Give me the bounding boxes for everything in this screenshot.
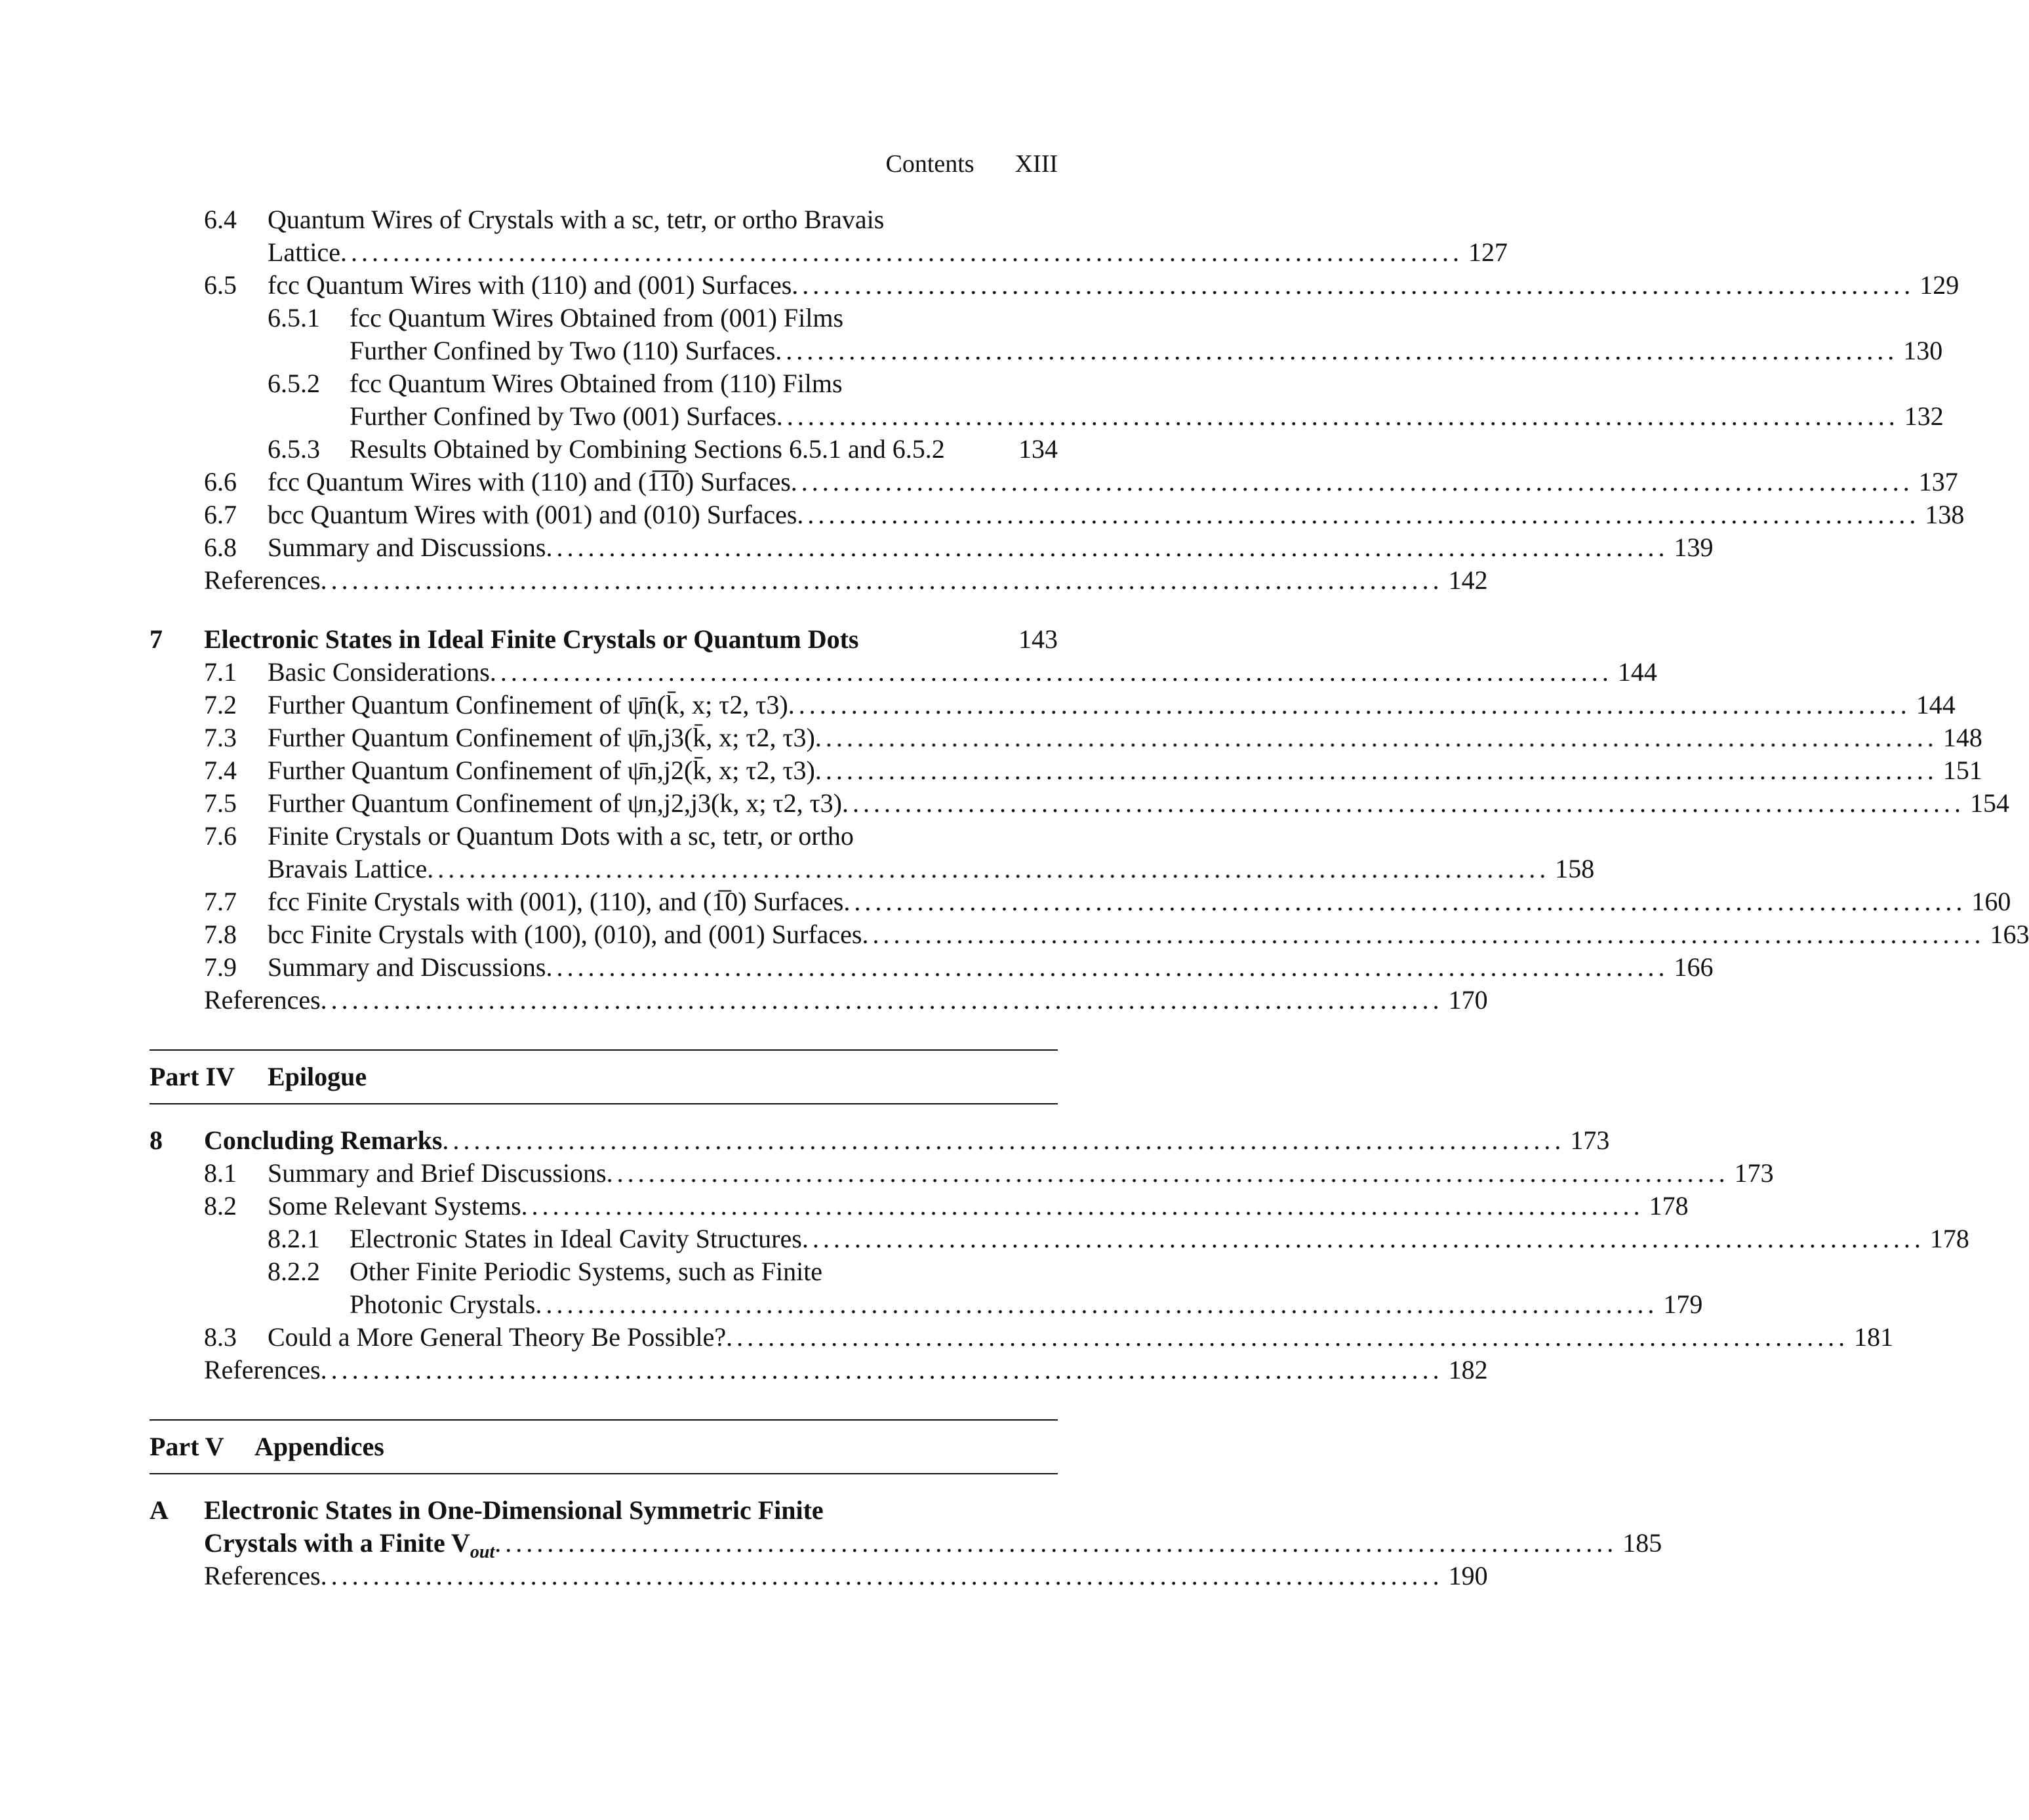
entry-page: 179 xyxy=(1663,1289,1703,1319)
entry-page: 190 xyxy=(1448,1561,1488,1590)
entry-title: fcc Finite Crystals with (001), (110), and (1̅0) Surfaces xyxy=(268,887,844,916)
entry-page: 130 xyxy=(1903,336,1943,365)
entry-page: 134 xyxy=(1018,434,1058,464)
entry-page: 129 xyxy=(1919,270,1959,300)
toc-appendix-a-cont: Crystals with a Finite $V_{out}$ ........................................................................................................... 185 xyxy=(150,1527,1058,1560)
entry-page: 144 xyxy=(1916,690,1956,719)
entry-number: 7.1 xyxy=(204,657,237,687)
toc-appendix-a xyxy=(150,1494,1058,1527)
appendix-title-cont: Crystals with a Finite $V_{out}$ xyxy=(204,1528,495,1562)
entry-number: 7.2 xyxy=(204,690,237,719)
entry-title: Further Quantum Confinement of ψn,j2,j3(k, x; τ2, τ3) xyxy=(268,788,842,818)
table-of-contents xyxy=(150,203,2029,1592)
toc-entry-7-6-cont: Bravais Lattice ........................................................................................................... 158 xyxy=(150,853,1058,885)
entry-title: Further Quantum Confinement of ψ̄n,j3(k̄, x; τ2, τ3) xyxy=(268,723,815,752)
entry-title-cont: Photonic Crystals xyxy=(350,1289,536,1319)
page-number: XIII xyxy=(1014,150,1058,178)
toc-entry-6-8: 6.8 Summary and Discussions ........................................................................................................... 139 xyxy=(150,531,1058,564)
entry-number: 6.7 xyxy=(204,500,237,529)
toc-entry-ch6-references: References ........................................................................................................... 142 xyxy=(150,564,1058,597)
part-iv-heading xyxy=(150,1051,1058,1103)
chapter-title: Concluding Remarks xyxy=(204,1125,443,1155)
entry-title: Summary and Discussions xyxy=(268,533,546,562)
toc-entry-7-9: 7.9 Summary and Discussions ........................................................................................................... 166 xyxy=(150,951,1058,984)
entry-page: 166 xyxy=(1674,952,1714,982)
toc-entry-6-5-2-cont: Further Confined by Two (001) Surfaces ........................................................................................................... 132 xyxy=(150,400,1058,433)
appendix-page: 185 xyxy=(1622,1528,1662,1558)
entry-number: 6.5 xyxy=(204,270,237,300)
appendix-title: Electronic States in One-Dimensional Symmetric Finite xyxy=(204,1495,824,1525)
entry-title: fcc Quantum Wires with (110) and (001) Surfaces xyxy=(268,270,792,300)
entry-page: 148 xyxy=(1942,723,1982,752)
entry-title: Finite Crystals or Quantum Dots with a sc, tetr, or ortho xyxy=(268,821,854,851)
toc-entry-8-2-2 xyxy=(150,1255,1058,1288)
toc-entry-7-3: 7.3 Further Quantum Confinement of ψ̄n,j3(k̄, x; τ2, τ3) ........................................................................................................... 148 xyxy=(150,721,1058,754)
running-title: Contents xyxy=(885,150,974,178)
chapter-number: 7 xyxy=(150,624,163,654)
entry-title: bcc Quantum Wires with (001) and (010) Surfaces xyxy=(268,500,797,529)
entry-number: 6.5.3 xyxy=(268,434,320,464)
entry-page: 173 xyxy=(1734,1158,1774,1188)
entry-number: 8.3 xyxy=(204,1322,237,1352)
toc-entry-6-5-1-cont: Further Confined by Two (110) Surfaces ........................................................................................................... 130 xyxy=(150,334,1058,367)
entry-title-cont: Further Confined by Two (001) Surfaces xyxy=(350,401,776,431)
part-label: Part IV xyxy=(150,1062,235,1091)
entry-page: 154 xyxy=(1969,788,2009,818)
entry-page: 137 xyxy=(1918,467,1958,496)
entry-number: 6.5.1 xyxy=(268,303,320,333)
entry-title: Could a More General Theory Be Possible? xyxy=(268,1322,727,1352)
entry-number: 8.1 xyxy=(204,1158,237,1188)
toc-entry-8-2-1: 8.2.1 Electronic States in Ideal Cavity Structures ........................................................................................................... 178 xyxy=(150,1223,1058,1255)
toc-entry-8-2: 8.2 Some Relevant Systems ........................................................................................................... 178 xyxy=(150,1190,1058,1223)
entry-page: 178 xyxy=(1929,1224,1969,1253)
entry-number: 6.8 xyxy=(204,533,237,562)
toc-entry-6-5-3 xyxy=(150,433,1058,466)
entry-page: 127 xyxy=(1468,237,1508,267)
part-v-heading xyxy=(150,1421,1058,1473)
toc-entry-6-5: 6.5 fcc Quantum Wires with (110) and (001) Surfaces ........................................................................................................... 129 xyxy=(150,269,1058,302)
entry-title-cont: Further Confined by Two (110) Surfaces xyxy=(350,336,776,365)
toc-entry-6-7: 6.7 bcc Quantum Wires with (001) and (010) Surfaces ........................................................................................................... 138 xyxy=(150,498,1058,531)
entry-page: 163 xyxy=(1990,920,2029,949)
toc-entry-8-1: 8.1 Summary and Brief Discussions ........................................................................................................... 173 xyxy=(150,1157,1058,1190)
toc-entry-appA-references: References ........................................................................................................... 190 xyxy=(150,1560,1058,1592)
toc-entry-7-6 xyxy=(150,820,1058,853)
entry-number: 7.3 xyxy=(204,723,237,752)
entry-title: bcc Finite Crystals with (100), (010), and (001) Surfaces xyxy=(268,920,862,949)
entry-page: 132 xyxy=(1904,401,1944,431)
entry-title: fcc Quantum Wires Obtained from (110) Films xyxy=(350,369,843,398)
toc-entry-ch8-references: References ........................................................................................................... 182 xyxy=(150,1354,1058,1386)
entry-title: Basic Considerations xyxy=(268,657,490,687)
entry-title: Further Quantum Confinement of ψ̄n,j2(k̄, x; τ2, τ3) xyxy=(268,756,815,785)
toc-entry-7-8: 7.8 bcc Finite Crystals with (100), (010), and (001) Surfaces ........................................................................................................... 163 xyxy=(150,918,1058,951)
entry-title: Other Finite Periodic Systems, such as Finite xyxy=(350,1257,823,1286)
entry-title: fcc Quantum Wires with (110) and (1̅1̅0) Surfaces xyxy=(268,467,791,496)
chapter-title: Electronic States in Ideal Finite Crystals or Quantum Dots xyxy=(204,624,859,654)
entry-page: 144 xyxy=(1617,657,1657,687)
entry-title: Some Relevant Systems xyxy=(268,1191,521,1221)
entry-title: Summary and Discussions xyxy=(268,952,546,982)
toc-entry-6-6: 6.6 fcc Quantum Wires with (110) and (1̅1̅0) Surfaces ........................................................................................................... 137 xyxy=(150,466,1058,498)
entry-number: 6.5.2 xyxy=(268,369,320,398)
entry-page: 178 xyxy=(1649,1191,1689,1221)
toc-entry-8-3: 8.3 Could a More General Theory Be Possible? ........................................................................................................... 181 xyxy=(150,1321,1058,1354)
entry-number: 8.2.2 xyxy=(268,1257,320,1286)
entry-page: 160 xyxy=(1971,887,2011,916)
running-header xyxy=(150,150,1058,178)
toc-entry-7-5: 7.5 Further Quantum Confinement of ψn,j2,j3(k, x; τ2, τ3) ........................................................................................................... 154 xyxy=(150,787,1058,820)
toc-entry-8-2-2-cont: Photonic Crystals ........................................................................................................... 179 xyxy=(150,1288,1058,1321)
toc-entry-7-1: 7.1 Basic Considerations ........................................................................................................... 144 xyxy=(150,656,1058,689)
entry-title: References xyxy=(204,565,321,595)
toc-chapter-7 xyxy=(150,623,1058,656)
entry-number: 8.2 xyxy=(204,1191,237,1221)
entry-title: Results Obtained by Combining Sections 6.5.1 and 6.5.2 xyxy=(350,434,945,464)
part-title: Epilogue xyxy=(268,1062,367,1091)
entry-title: fcc Quantum Wires Obtained from (001) Films xyxy=(350,303,844,333)
chapter-number: 8 xyxy=(150,1125,163,1155)
entry-title-cont: Lattice xyxy=(268,237,341,267)
entry-number: 7.9 xyxy=(204,952,237,982)
toc-chapter-8: 8 Concluding Remarks ........................................................................................................... 173 xyxy=(150,1124,1058,1157)
appendix-letter: A xyxy=(150,1495,169,1525)
entry-title: References xyxy=(204,985,321,1015)
entry-page: 138 xyxy=(1925,500,1965,529)
toc-entry-6-4-cont: Lattice ........................................................................................................... 127 xyxy=(150,236,1058,269)
entry-page: 182 xyxy=(1448,1355,1488,1385)
part-label: Part V xyxy=(150,1432,224,1461)
entry-page: 142 xyxy=(1448,565,1488,595)
entry-title: Summary and Brief Discussions xyxy=(268,1158,607,1188)
entry-page: 181 xyxy=(1854,1322,1894,1352)
entry-number: 7.5 xyxy=(204,788,237,818)
entry-title: Quantum Wires of Crystals with a sc, tetr, or ortho Bravais xyxy=(268,205,885,234)
chapter-page: 173 xyxy=(1570,1125,1610,1155)
toc-entry-ch7-references: References ........................................................................................................... 170 xyxy=(150,984,1058,1017)
toc-entry-7-7: 7.7 fcc Finite Crystals with (001), (110), and (1̅0) Surfaces ........................................................................................................... 160 xyxy=(150,885,1058,918)
entry-title: References xyxy=(204,1355,321,1385)
entry-title: References xyxy=(204,1561,321,1590)
toc-entry-6-4 xyxy=(150,203,1058,236)
entry-title: Electronic States in Ideal Cavity Structures xyxy=(350,1224,802,1253)
entry-title-cont: Bravais Lattice xyxy=(268,854,428,883)
part-title: Appendices xyxy=(254,1432,384,1461)
entry-number: 7.8 xyxy=(204,920,237,949)
entry-page: 151 xyxy=(1942,756,1982,785)
entry-title: Further Quantum Confinement of ψ̄n(k̄, x; τ2, τ3) xyxy=(268,690,788,719)
toc-entry-7-4: 7.4 Further Quantum Confinement of ψ̄n,j2(k̄, x; τ2, τ3) ........................................................................................................... 151 xyxy=(150,754,1058,787)
entry-number: 6.6 xyxy=(204,467,237,496)
entry-page: 158 xyxy=(1555,854,1595,883)
toc-entry-6-5-2 xyxy=(150,367,1058,400)
entry-page: 170 xyxy=(1448,985,1488,1015)
entry-page: 139 xyxy=(1674,533,1714,562)
entry-number: 7.4 xyxy=(204,756,237,785)
entry-number: 6.4 xyxy=(204,205,237,234)
toc-entry-6-5-1 xyxy=(150,302,1058,334)
entry-number: 7.6 xyxy=(204,821,237,851)
entry-number: 7.7 xyxy=(204,887,237,916)
entry-number: 8.2.1 xyxy=(268,1224,320,1253)
chapter-page: 143 xyxy=(1018,624,1058,654)
toc-entry-7-2: 7.2 Further Quantum Confinement of ψ̄n(k̄, x; τ2, τ3) ........................................................................................................... 144 xyxy=(150,689,1058,721)
